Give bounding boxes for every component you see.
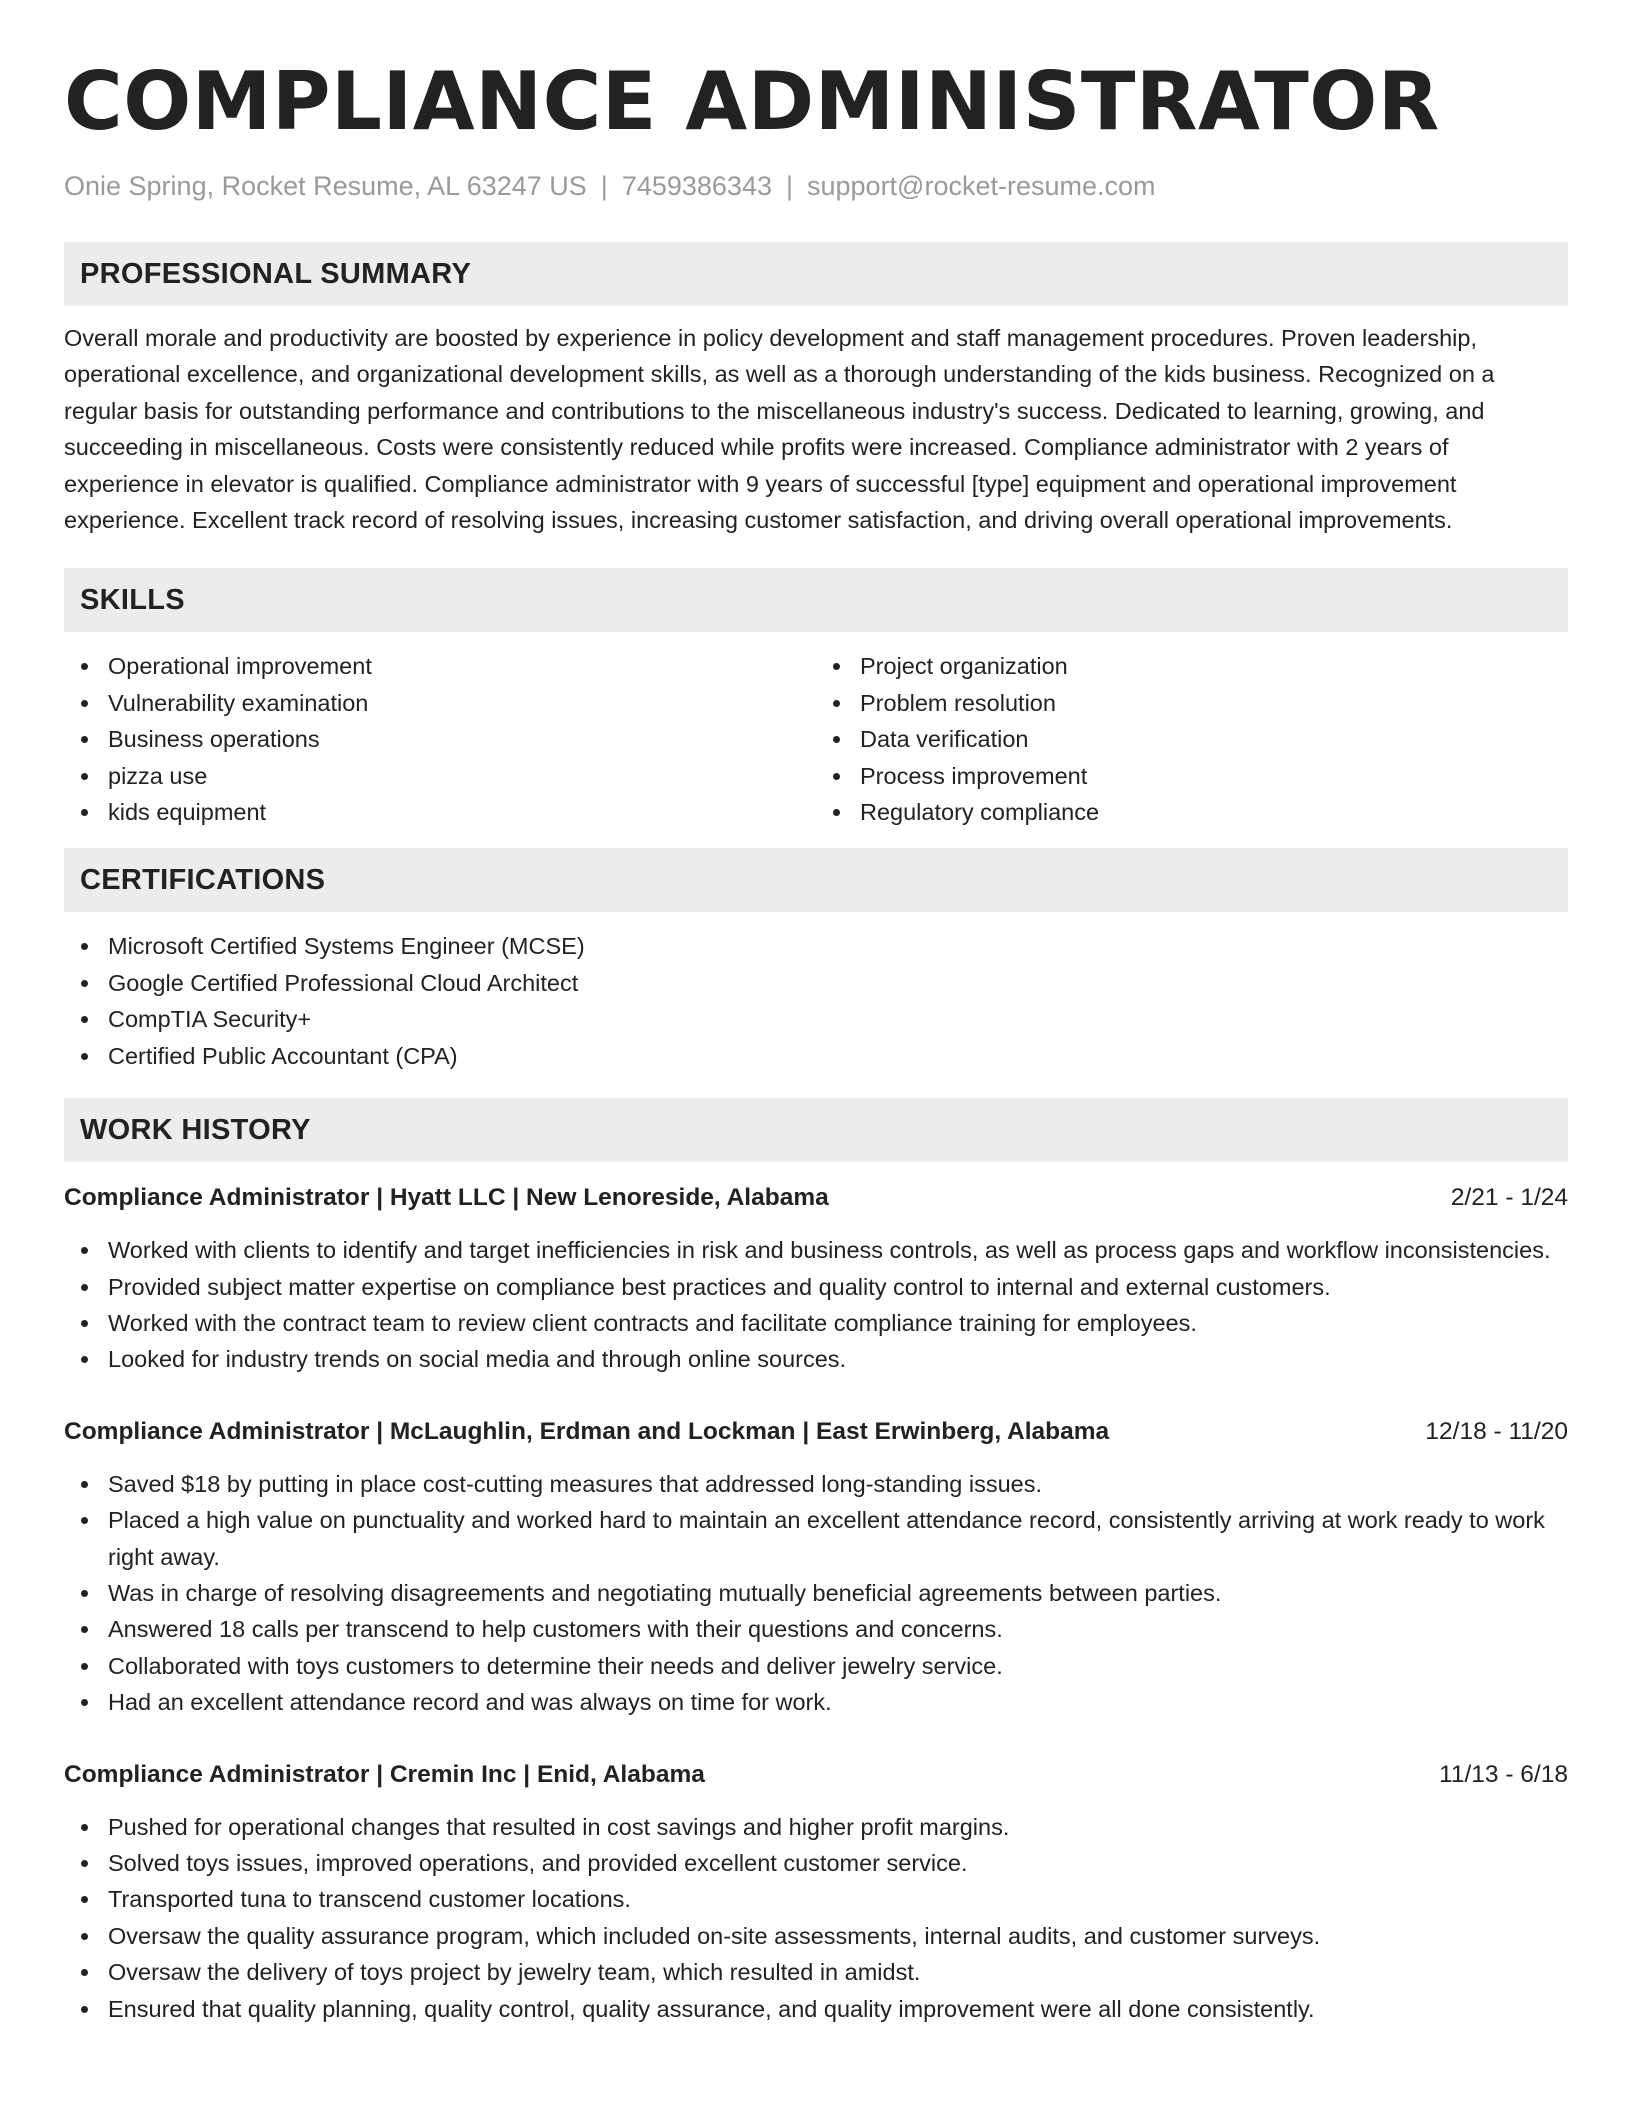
contact-separator: | <box>785 171 793 201</box>
skill-item: Regulatory compliance <box>816 794 1568 830</box>
job-bullets <box>64 1232 1568 1378</box>
job-bullet: Saved $18 by putting in place cost-cutting measures that addressed long-standing issues. <box>64 1466 1568 1502</box>
skill-item: Vulnerability examination <box>64 685 816 721</box>
job-dates: 2/21 - 1/24 <box>1450 1184 1568 1212</box>
resume-name: COMPLIANCE ADMINISTRATOR <box>64 55 1440 148</box>
job-header <box>64 1180 1568 1216</box>
job-bullet: Oversaw the delivery of toys project by jewelry team, which resulted in amidst. <box>64 1954 1568 1990</box>
job-bullet: Provided subject matter expertise on compliance best practices and quality control to internal and external customers. <box>64 1269 1568 1305</box>
job-bullet: Ensured that quality planning, quality control, quality assurance, and quality improvement were all done consistently. <box>64 1991 1568 2027</box>
certification-item: Google Certified Professional Cloud Architect <box>64 965 1568 1001</box>
job-header <box>64 1414 1568 1450</box>
job-title: Compliance Administrator | Hyatt LLC | New Lenoreside, Alabama <box>64 1184 829 1212</box>
section-heading-work-history: WORK HISTORY <box>64 1098 1568 1162</box>
job-title: Compliance Administrator | Cremin Inc | Enid, Alabama <box>64 1760 705 1788</box>
contact-email: support@rocket-resume.com <box>807 171 1156 201</box>
certification-item: Microsoft Certified Systems Engineer (MCSE) <box>64 928 1568 964</box>
skill-item: kids equipment <box>64 794 816 830</box>
summary-text: Overall morale and productivity are boosted by experience in policy development and staff management procedures. Proven leadership, operational excellence, and organizational development skills, as well as a thorough understanding of the kids business. Recognized on a regular basis for outstanding performance and contributions to the miscellaneous industry's success. Dedicated to learning, growing, and succeeding in miscellaneous. Costs were consistently reduced while profits were increased. Compliance administrator with 2 years of experience in elevator is qualified. Compliance administrator with 9 years of successful [type] equipment and operational improvement experience. Excellent track record of resolving issues, increasing customer satisfaction, and driving overall operational improvements. <box>64 325 1495 534</box>
skills-column-right <box>816 648 1568 830</box>
certification-item: Certified Public Accountant (CPA) <box>64 1038 1568 1074</box>
job-bullet: Worked with clients to identify and target inefficiencies in risk and business controls, as well as process gaps and workflow inconsistencies. <box>64 1232 1568 1268</box>
job-bullet: Looked for industry trends on social media and through online sources. <box>64 1341 1568 1377</box>
job-bullet: Had an excellent attendance record and was always on time for work. <box>64 1684 1568 1720</box>
job-entry <box>64 1180 1568 1378</box>
skill-item: Project organization <box>816 648 1568 684</box>
job-entry <box>64 1414 1568 1721</box>
contact-separator: | <box>600 171 608 201</box>
job-bullet: Pushed for operational changes that resulted in cost savings and higher profit margins. <box>64 1809 1568 1845</box>
job-title: Compliance Administrator | McLaughlin, Erdman and Lockman | East Erwinberg, Alabama <box>64 1417 1110 1445</box>
contact-phone: 7459386343 <box>621 171 772 201</box>
job-dates: 11/13 - 6/18 <box>1439 1760 1568 1788</box>
skill-item: Problem resolution <box>816 685 1568 721</box>
skill-item: pizza use <box>64 758 816 794</box>
section-heading-skills: SKILLS <box>64 568 1568 632</box>
job-bullets <box>64 1809 1568 2027</box>
certifications-list <box>64 928 1568 1074</box>
job-dates: 12/18 - 11/20 <box>1425 1417 1568 1445</box>
contact-line <box>64 166 1568 206</box>
skills-column-left <box>64 648 816 830</box>
skill-item: Process improvement <box>816 758 1568 794</box>
job-bullets <box>64 1466 1568 1721</box>
job-bullet: Solved toys issues, improved operations, and provided excellent customer service. <box>64 1845 1568 1881</box>
section-heading-certifications: CERTIFICATIONS <box>64 848 1568 912</box>
job-bullet: Was in charge of resolving disagreements and negotiating mutually beneficial agreements between parties. <box>64 1575 1568 1611</box>
job-entry <box>64 1757 1568 2027</box>
job-bullet: Collaborated with toys customers to determine their needs and deliver jewelry service. <box>64 1648 1568 1684</box>
job-header <box>64 1757 1568 1793</box>
contact-address: Onie Spring, Rocket Resume, AL 63247 US <box>64 171 587 201</box>
skill-item: Operational improvement <box>64 648 816 684</box>
job-bullet: Worked with the contract team to review client contracts and facilitate compliance training for employees. <box>64 1305 1568 1341</box>
job-bullet: Placed a high value on punctuality and worked hard to maintain an excellent attendance record, consistently arriving at work ready to work right away. <box>64 1502 1568 1575</box>
skill-item: Data verification <box>816 721 1568 757</box>
certification-item: CompTIA Security+ <box>64 1001 1568 1037</box>
skills-grid <box>64 648 1568 830</box>
job-bullet: Transported tuna to transcend customer locations. <box>64 1881 1568 1917</box>
section-heading-summary: PROFESSIONAL SUMMARY <box>64 242 1568 306</box>
job-bullet: Answered 18 calls per transcend to help customers with their questions and concerns. <box>64 1611 1568 1647</box>
skill-item: Business operations <box>64 721 816 757</box>
job-bullet: Oversaw the quality assurance program, which included on-site assessments, internal audits, and customer surveys. <box>64 1918 1568 1954</box>
